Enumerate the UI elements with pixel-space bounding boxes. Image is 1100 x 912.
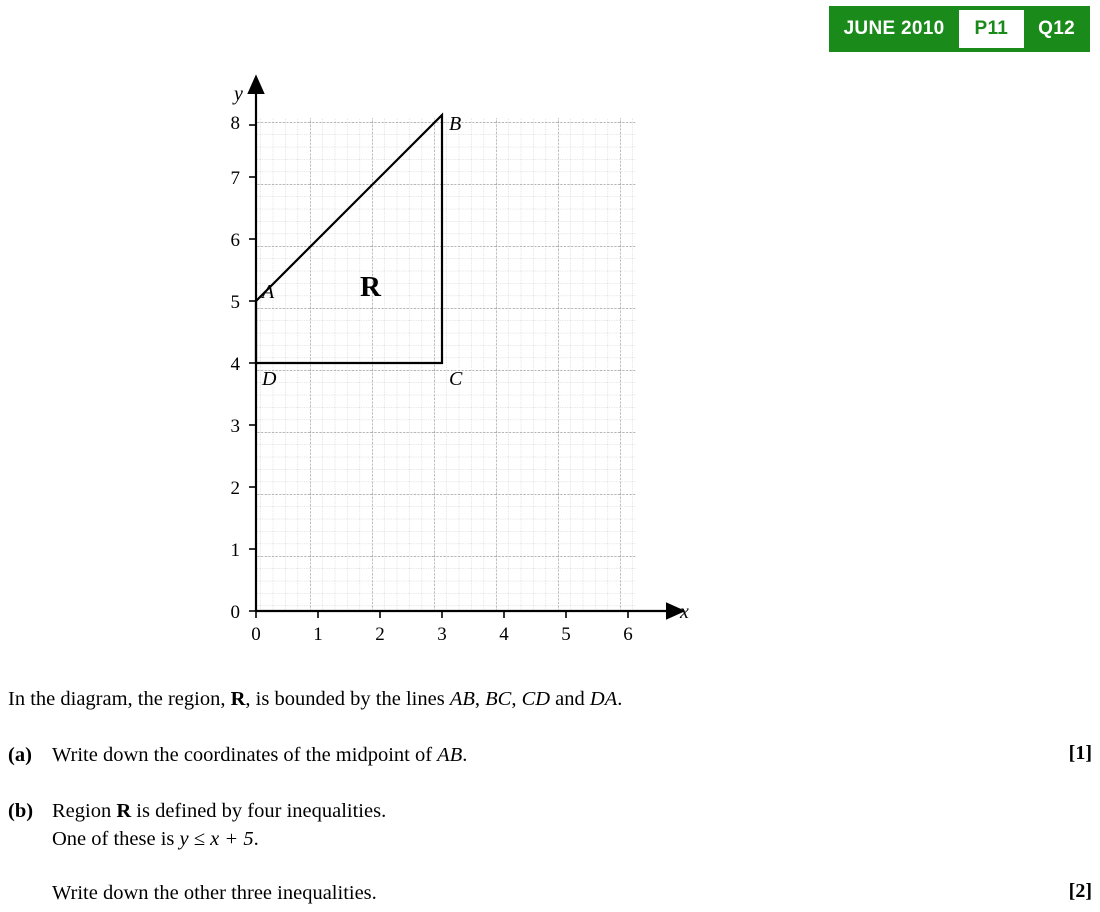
part-a-body [52, 742, 467, 770]
y-tick-4: 4 [230, 354, 240, 375]
stem-end: . [617, 688, 623, 710]
y-tick-2: 2 [230, 478, 240, 499]
part-b-line2-after: . [253, 827, 259, 850]
y-tick-1: 1 [230, 540, 240, 561]
coordinate-graph [0, 60, 760, 660]
y-tick-3: 3 [230, 416, 240, 437]
question-part-b [8, 798, 386, 853]
x-tick-6: 6 [623, 624, 633, 645]
part-b-line-3: Write down the other three inequalities. [52, 882, 377, 904]
vertex-label-A: A [262, 281, 275, 303]
stem-line-AB: AB [449, 688, 475, 710]
y-tick-7: 7 [230, 168, 240, 189]
badge-session: JUNE 2010 [843, 18, 945, 39]
part-b-line1-after: is defined by four inequalities. [131, 800, 387, 822]
exam-reference-badge [829, 6, 1090, 52]
part-b-line-2 [52, 826, 386, 854]
badge-paper: P11 [959, 10, 1025, 48]
stem-sep-2: , [511, 688, 522, 710]
y-axis-label: y [234, 83, 243, 105]
vertex-label-B: B [449, 113, 462, 135]
badge-question: Q12 [1038, 18, 1075, 39]
stem-text-1: In the diagram, the region, [8, 688, 231, 710]
x-tick-4: 4 [499, 624, 509, 645]
part-b-line1-before: Region [52, 800, 117, 822]
stem-text-2: , is bounded by the lines [245, 688, 450, 710]
region-label-R: R [360, 271, 381, 303]
question-part-b-instruction [8, 880, 377, 908]
graph-x-ticks [251, 611, 633, 645]
x-tick-5: 5 [561, 624, 571, 645]
graph-grid [256, 118, 636, 611]
stem-line-BC: BC [485, 688, 512, 710]
part-b-line-1 [52, 798, 386, 826]
part-b-label: (b) [8, 800, 34, 822]
y-tick-0: 0 [230, 602, 240, 623]
x-tick-3: 3 [437, 624, 447, 645]
y-tick-6: 6 [230, 230, 240, 251]
part-a-segment-AB: AB [437, 744, 463, 766]
part-a-label: (a) [8, 744, 32, 766]
stem-sep-1: , [474, 688, 486, 710]
part-b-marks: [2] [1068, 880, 1092, 902]
y-tick-5: 5 [230, 292, 240, 313]
question-part-a [8, 742, 467, 770]
x-tick-2: 2 [375, 624, 385, 645]
x-tick-1: 1 [313, 624, 323, 645]
y-tick-8: 8 [230, 113, 240, 134]
x-axis-label: x [680, 601, 689, 623]
part-b-body [52, 798, 386, 853]
stem-R: R [230, 688, 246, 710]
vertex-label-D: D [262, 368, 277, 390]
part-b-line2-before: One of these is [52, 827, 180, 850]
vertex-label-C: C [449, 368, 463, 390]
part-a-marks: [1] [1068, 742, 1092, 764]
stem-line-CD: CD [521, 688, 551, 710]
part-a-text-before: Write down the coordinates of the midpoint of [52, 744, 438, 766]
part-a-text-after: . [462, 744, 468, 766]
stem-line-DA: DA [589, 688, 618, 710]
x-tick-0: 0 [251, 624, 261, 645]
graph-svg [0, 60, 760, 660]
part-b-line1-R: R [116, 800, 132, 822]
part-b-inequality: y ≤ x + 5 [179, 827, 254, 850]
graph-y-ticks [231, 113, 257, 623]
question-stem [8, 686, 622, 714]
stem-sep-3: and [550, 688, 590, 710]
